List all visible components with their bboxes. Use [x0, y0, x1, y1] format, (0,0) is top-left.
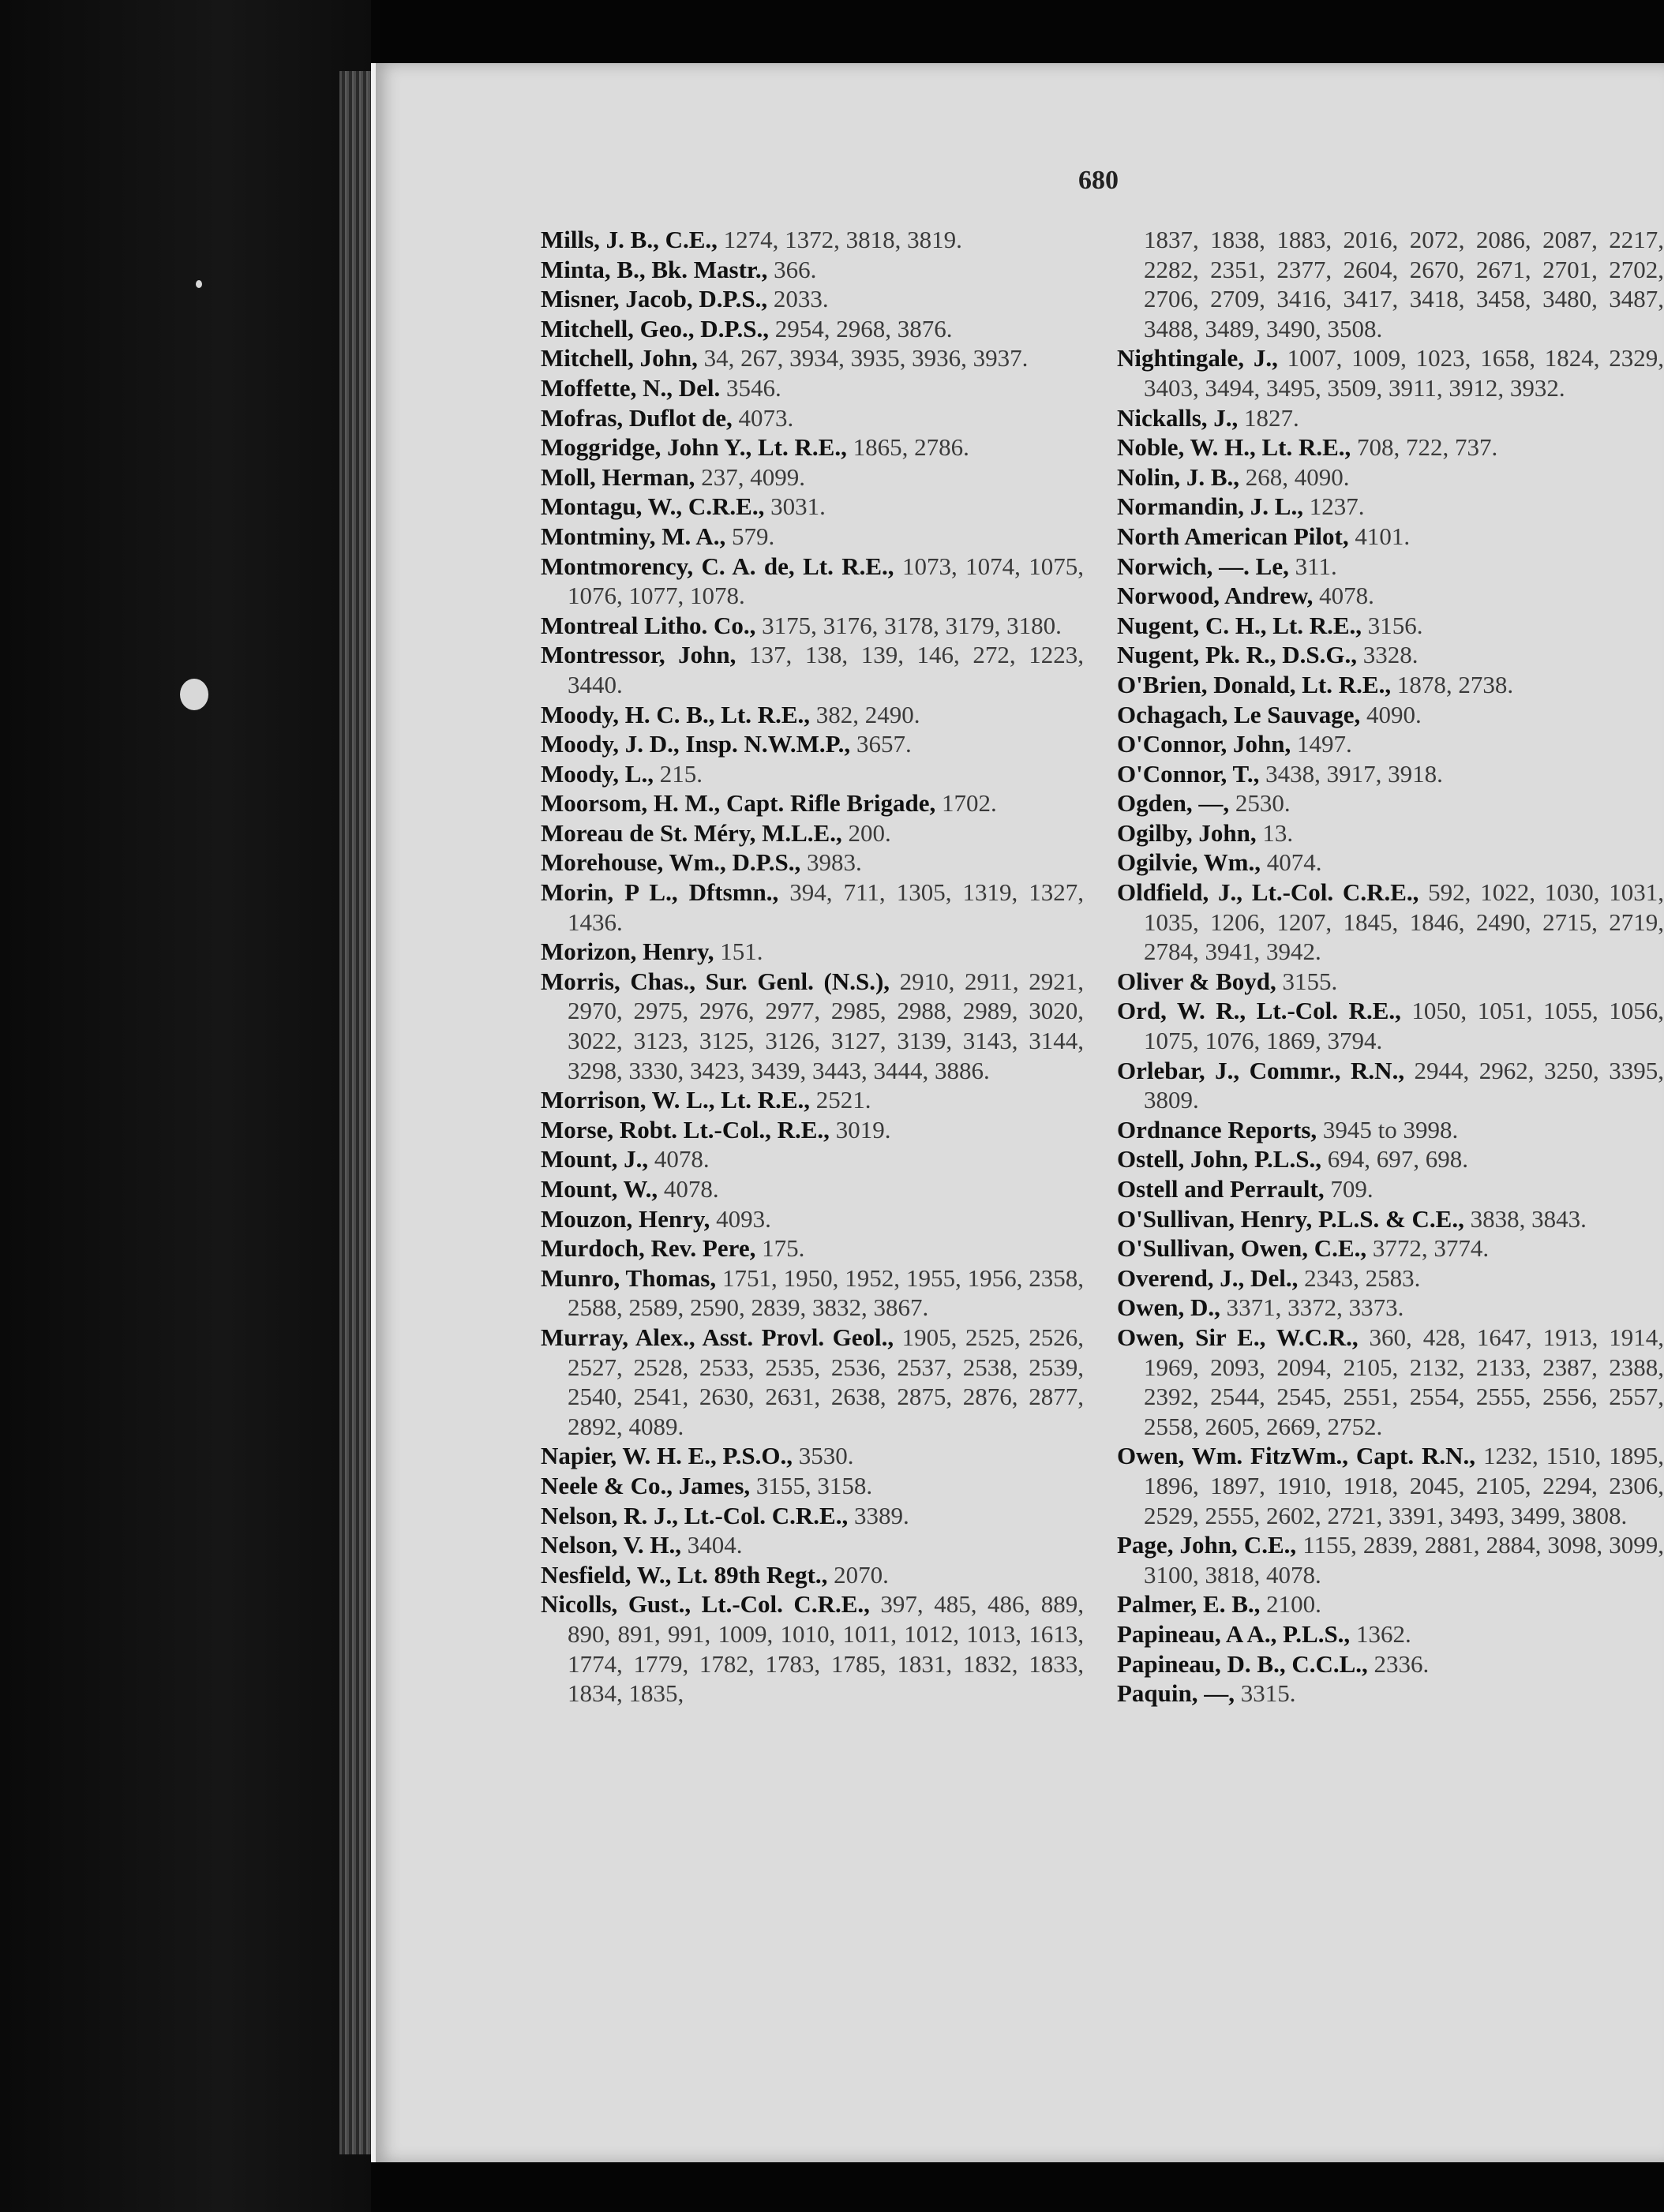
- entry-references: 1878, 2738.: [1391, 670, 1514, 698]
- entry-name: Mitchell, Geo., D.P.S.,: [541, 314, 770, 342]
- entry-name: Moody, J. D., Insp. N.W.M.P.,: [541, 730, 851, 758]
- index-entry: [1117, 640, 1664, 670]
- index-entry: [1117, 848, 1664, 878]
- entry-name: Norwich, —. Le,: [1117, 552, 1289, 580]
- index-entry: [1117, 759, 1664, 789]
- entry-references: 3838, 3843.: [1463, 1204, 1587, 1233]
- entry-name: Papineau, D. B., C.C.L.,: [1117, 1649, 1368, 1678]
- entry-name: Owen, Sir E., W.C.R.,: [1117, 1323, 1359, 1351]
- entry-name: Morrison, W. L., Lt. R.E.,: [541, 1086, 811, 1114]
- entry-references: 34, 267, 3934, 3935, 3936, 3937.: [697, 344, 1029, 372]
- entry-references: 3945 to 3998.: [1317, 1115, 1459, 1143]
- entry-name: O'Connor, T.,: [1117, 759, 1260, 788]
- entry-references: 708, 722, 737.: [1351, 433, 1498, 462]
- index-entry: [541, 522, 1084, 552]
- entry-references: 3438, 3917, 3918.: [1259, 759, 1443, 788]
- entry-name: Montmorency, C. A. de, Lt. R.E.,: [541, 552, 894, 580]
- entry-name: Ogden, —,: [1117, 789, 1230, 818]
- entry-name: Nightingale, J.,: [1117, 344, 1278, 372]
- entry-name: Paquin, —,: [1117, 1679, 1235, 1708]
- index-entry: [1117, 522, 1664, 552]
- index-entry: [541, 1144, 1084, 1174]
- index-entry: [1117, 1233, 1664, 1263]
- entry-references: 397, 485, 486, 889, 890, 891, 991, 1009, 1010, 1011, 1012, 1013, 1613, 1774, 1779, 1782, 1783, 1785, 1831, 1832, 1833, 1834, 1835,: [568, 1590, 1084, 1708]
- index-entry: [1117, 1323, 1664, 1441]
- entry-references: 4093.: [710, 1204, 771, 1233]
- entry-references: 1702.: [935, 789, 997, 818]
- entry-name: Mouzon, Henry,: [541, 1204, 710, 1233]
- index-entry: [541, 611, 1084, 641]
- entry-name: Norwood, Andrew,: [1117, 582, 1314, 610]
- entry-name: Owen, Wm. FitzWm., Capt. R.N.,: [1117, 1442, 1476, 1470]
- index-entry: [541, 552, 1084, 611]
- index-entry: [541, 462, 1084, 492]
- entry-references: 3155, 3158.: [750, 1471, 873, 1499]
- entry-name: Nickalls, J.,: [1117, 403, 1239, 432]
- entry-references: 382, 2490.: [810, 700, 920, 728]
- index-entry: [541, 314, 1084, 344]
- index-entry: [541, 255, 1084, 285]
- entry-name: Murdoch, Rev. Pere,: [541, 1234, 756, 1263]
- index-entry: [541, 848, 1084, 878]
- index-entry: [541, 729, 1084, 759]
- entry-references: 2910, 2911, 2921, 2970, 2975, 2976, 2977, 2985, 2988, 2989, 3020, 3022, 3123, 3125, 3126, 3127, 3139, 3143, 3144, 3298, 3330, 3423, 3439, 3443, 3444, 3886.: [568, 967, 1084, 1084]
- index-entry: [1117, 729, 1664, 759]
- index-entry: [1117, 1263, 1664, 1293]
- entry-name: O'Connor, John,: [1117, 730, 1291, 758]
- entry-references: 3657.: [850, 730, 912, 758]
- index-entry: [1117, 1649, 1664, 1679]
- entry-name: Moorsom, H. M., Capt. Rifle Brigade,: [541, 789, 936, 818]
- index-entry: [541, 492, 1084, 522]
- entry-name: Morizon, Henry,: [541, 938, 714, 966]
- scan-background-left: [0, 0, 371, 2212]
- index-entry: [541, 640, 1084, 699]
- entry-references: 694, 697, 698.: [1321, 1145, 1468, 1173]
- entry-name: Ogilvie, Wm.,: [1117, 848, 1261, 877]
- index-entry: [1117, 403, 1664, 433]
- entry-references: 3315.: [1235, 1679, 1296, 1708]
- entry-references: 1905, 2525, 2526, 2527, 2528, 2533, 2535, 2536, 2537, 2538, 2539, 2540, 2541, 2630, 2631, 2638, 2875, 2876, 2877, 2892, 4089.: [568, 1323, 1085, 1440]
- index-entry: [1117, 552, 1664, 582]
- entry-name: Munro, Thomas,: [541, 1263, 717, 1292]
- entry-name: Mount, J.,: [541, 1145, 649, 1173]
- index-entry: [541, 1560, 1084, 1590]
- entry-references: 137, 138, 139, 146, 272, 1223, 3440.: [568, 641, 1084, 698]
- index-entry: [1117, 1056, 1664, 1115]
- index-entry: [1117, 788, 1664, 818]
- entry-name: Morris, Chas., Sur. Genl. (N.S.),: [541, 967, 890, 995]
- entry-references: 4078.: [658, 1175, 719, 1203]
- entry-references: 3175, 3176, 3178, 3179, 3180.: [755, 611, 1062, 639]
- index-entry: [541, 1085, 1084, 1115]
- entry-name: Murray, Alex., Asst. Provl. Geol.,: [541, 1323, 894, 1351]
- entry-name: Moffette, N., Del.: [541, 373, 721, 402]
- entry-references: 311.: [1288, 552, 1337, 580]
- entry-references: 4073.: [732, 403, 794, 432]
- entry-name: North American Pilot,: [1117, 522, 1349, 550]
- entry-name: Montreal Litho. Co.,: [541, 611, 756, 639]
- index-entry: [1117, 967, 1664, 997]
- index-entry: [1117, 1589, 1664, 1619]
- entry-name: Overend, J., Del.,: [1117, 1263, 1299, 1292]
- entry-name: Ostell and Perrault,: [1117, 1175, 1325, 1203]
- entry-references: 3156.: [1362, 611, 1423, 639]
- entry-references: 592, 1022, 1030, 1031, 1035, 1206, 1207, 1845, 1846, 2490, 2715, 2719, 2784, 3941, 3942.: [1144, 878, 1664, 966]
- index-entry: [1117, 818, 1664, 848]
- entry-references: 3155.: [1276, 967, 1338, 995]
- entry-name: Nelson, R. J., Lt.-Col. C.R.E.,: [541, 1501, 849, 1529]
- index-entry: [1117, 1115, 1664, 1145]
- entry-name: Normandin, J. L.,: [1117, 492, 1303, 521]
- entry-name: Montagu, W., C.R.E.,: [541, 492, 765, 521]
- entry-references: 360, 428, 1647, 1913, 1914, 1969, 2093, 2094, 2105, 2132, 2133, 2387, 2388, 2392, 2544, 2545, 2551, 2554, 2555, 2556, 2557, 2558, 2605, 2669, 2752.: [1144, 1323, 1664, 1440]
- index-entry: [1117, 1530, 1664, 1589]
- index-entry: [1117, 1293, 1664, 1323]
- entry-name: Nolin, J. B.,: [1117, 462, 1240, 491]
- entry-references: 1073, 1074, 1075, 1076, 1077, 1078.: [568, 552, 1085, 610]
- index-entry: [541, 1233, 1084, 1263]
- entry-references: 2100.: [1260, 1590, 1321, 1619]
- index-entry: [541, 1115, 1084, 1145]
- entry-name: O'Sullivan, Owen, C.E.,: [1117, 1234, 1367, 1263]
- entry-references: 2530.: [1229, 789, 1291, 818]
- continued-references: 1837, 1838, 1883, 2016, 2072, 2086, 2087, 2217, 2282, 2351, 2377, 2604, 2670, 2671, 2701, 2702, 2706, 2709, 3416, 3417, 3418, 3458, 3480, 3487, 3488, 3489, 3490, 3508.: [1144, 226, 1664, 342]
- entry-name: Page, John, C.E.,: [1117, 1531, 1297, 1559]
- index-entry: [1117, 996, 1664, 1055]
- index-entry: [1117, 462, 1664, 492]
- index-entry: [541, 284, 1084, 314]
- entry-name: Morin, P L., Dftsmn.,: [541, 878, 779, 907]
- entry-name: O'Brien, Donald, Lt. R.E.,: [1117, 670, 1392, 698]
- entry-references: 2336.: [1367, 1649, 1430, 1678]
- entry-references: 3389.: [848, 1501, 909, 1529]
- entry-references: 1362.: [1350, 1619, 1411, 1648]
- entry-references: 2944, 2962, 3250, 3395, 3809.: [1144, 1056, 1664, 1114]
- index-entry: [541, 373, 1084, 403]
- index-entry: [541, 1323, 1084, 1441]
- entry-references: 394, 711, 1305, 1319, 1327, 1436.: [568, 878, 1084, 936]
- entry-references: 3031.: [764, 492, 826, 521]
- entry-name: Morehouse, Wm., D.P.S.,: [541, 848, 801, 877]
- index-entry: [1117, 492, 1664, 522]
- entry-references: 2033.: [767, 285, 829, 313]
- index-entry: [541, 432, 1084, 462]
- entry-name: Neele & Co., James,: [541, 1471, 751, 1499]
- entry-references: 237, 4099.: [695, 462, 805, 491]
- entry-references: 709.: [1324, 1175, 1374, 1203]
- entry-references: 366.: [767, 255, 817, 283]
- entry-name: Oliver & Boyd,: [1117, 967, 1276, 995]
- entry-references: 1155, 2839, 2881, 2884, 3098, 3099, 3100, 3818, 4078.: [1144, 1531, 1664, 1589]
- entry-name: Moggridge, John Y., Lt. R.E.,: [541, 433, 847, 462]
- entry-references: 2521.: [810, 1086, 871, 1114]
- entry-name: Morse, Robt. Lt.-Col., R.E.,: [541, 1115, 830, 1143]
- entry-references: 3404.: [681, 1531, 743, 1559]
- index-entry: [541, 1263, 1084, 1323]
- entry-name: Montressor, John,: [541, 641, 736, 669]
- index-entry: [541, 1204, 1084, 1234]
- index-entry: [1117, 1619, 1664, 1649]
- entry-references: 151.: [714, 938, 763, 966]
- page-number: 680: [1078, 166, 1119, 195]
- entry-references: 3530.: [793, 1442, 854, 1470]
- index-entry: [541, 1530, 1084, 1560]
- entry-name: Moody, H. C. B., Lt. R.E.,: [541, 700, 811, 728]
- index-entry: [541, 759, 1084, 789]
- entry-references: 175.: [755, 1234, 805, 1263]
- entry-references: 1497.: [1291, 730, 1352, 758]
- entry-references: 3546.: [720, 373, 781, 402]
- entry-references: 579.: [725, 522, 775, 550]
- entry-references: 1751, 1950, 1952, 1955, 1956, 2358, 2588, 2589, 2590, 2839, 3832, 3867.: [568, 1263, 1085, 1322]
- entry-references: 1237.: [1302, 492, 1365, 521]
- entry-references: 1050, 1051, 1055, 1056, 1075, 1076, 1869, 3794.: [1144, 997, 1664, 1055]
- entry-references: 3983.: [800, 848, 862, 877]
- index-entry: [541, 1501, 1084, 1531]
- index-entry: [1117, 1441, 1664, 1530]
- scan-blemish: [180, 679, 208, 710]
- entry-name: Oldfield, J., Lt.-Col. C.R.E.,: [1117, 878, 1419, 907]
- entry-name: Mount, W.,: [541, 1175, 658, 1203]
- entry-name: Misner, Jacob, D.P.S.,: [541, 285, 768, 313]
- index-entry: [1117, 432, 1664, 462]
- entry-references: 1007, 1009, 1023, 1658, 1824, 2329, 3403, 3494, 3495, 3509, 3911, 3912, 3932.: [1144, 344, 1664, 402]
- index-entry: [541, 878, 1084, 937]
- entry-name: Mofras, Duflot de,: [541, 403, 733, 432]
- entry-references: 3328.: [1357, 641, 1419, 669]
- index-entry: [541, 343, 1084, 373]
- entry-references: 2954, 2968, 3876.: [769, 314, 953, 342]
- entry-name: Moody, L.,: [541, 759, 654, 788]
- index-entry: [1117, 1679, 1664, 1709]
- entry-name: Nicolls, Gust., Lt.-Col. C.R.E.,: [541, 1590, 870, 1619]
- entry-name: O'Sullivan, Henry, P.L.S. & C.E.,: [1117, 1204, 1464, 1233]
- index-entry: [541, 967, 1084, 1085]
- index-entry: [1117, 611, 1664, 641]
- entry-references: 200.: [841, 818, 891, 847]
- entry-references: 4101.: [1348, 522, 1411, 550]
- entry-name: Ordnance Reports,: [1117, 1115, 1317, 1143]
- index-entry: [1117, 343, 1664, 402]
- entry-name: Palmer, E. B.,: [1117, 1590, 1261, 1619]
- entry-references: 2070.: [827, 1560, 889, 1589]
- index-entry: [1117, 1174, 1664, 1204]
- entry-name: Moreau de St. Méry, M.L.E.,: [541, 818, 842, 847]
- entry-name: Napier, W. H. E., P.S.O.,: [541, 1442, 793, 1470]
- index-entry: [541, 937, 1084, 967]
- entry-references: 3772, 3774.: [1366, 1234, 1490, 1263]
- index-entry: [541, 700, 1084, 730]
- entry-name: Mills, J. B., C.E.,: [541, 226, 718, 253]
- index-entry: [1117, 878, 1664, 967]
- index-entry: [541, 1441, 1084, 1471]
- entry-name: Minta, B., Bk. Mastr.,: [541, 255, 768, 283]
- index-entry: [541, 1471, 1084, 1501]
- entry-references: 268, 4090.: [1239, 462, 1350, 491]
- entry-name: Moll, Herman,: [541, 462, 695, 491]
- entry-name: Nugent, C. H., Lt. R.E.,: [1117, 611, 1362, 639]
- entry-references: 4078.: [648, 1145, 710, 1173]
- index-entry: [541, 788, 1084, 818]
- index-entry: [1117, 670, 1664, 700]
- entry-name: Orlebar, J., Commr., R.N.,: [1117, 1056, 1405, 1084]
- entry-name: Nugent, Pk. R., D.S.G.,: [1117, 641, 1358, 669]
- entry-name: Mitchell, John,: [541, 344, 698, 372]
- entry-references: 1865, 2786.: [846, 433, 969, 462]
- entry-references: 3371, 3372, 3373.: [1220, 1293, 1404, 1322]
- index-entry: [1117, 581, 1664, 611]
- entry-references: 3019.: [829, 1115, 891, 1143]
- entry-references: 1274, 1372, 3818, 3819.: [717, 226, 962, 253]
- entry-references: 2343, 2583.: [1298, 1263, 1421, 1292]
- index-entry: [541, 403, 1084, 433]
- index-entry: [541, 818, 1084, 848]
- entry-name: Montminy, M. A.,: [541, 522, 726, 550]
- entry-name: Nesfield, W., Lt. 89th Regt.,: [541, 1560, 828, 1589]
- entry-references: 4090.: [1360, 700, 1422, 728]
- entry-references: 1232, 1510, 1895, 1896, 1897, 1910, 1918, 2045, 2105, 2294, 2306, 2529, 2555, 2602, 2721, 3391, 3493, 3499, 3808.: [1144, 1442, 1664, 1529]
- index-entry: [541, 1589, 1084, 1708]
- entry-references: 13.: [1256, 818, 1294, 847]
- index-entry: [541, 1174, 1084, 1204]
- index-entry: [541, 225, 1084, 255]
- entry-name: Ord, W. R., Lt.-Col. R.E.,: [1117, 997, 1401, 1025]
- index-column-right: [1117, 225, 1664, 1709]
- entry-name: Ogilby, John,: [1117, 818, 1257, 847]
- entry-name: Ochagach, Le Sauvage,: [1117, 700, 1361, 728]
- entry-name: Owen, D.,: [1117, 1293, 1220, 1322]
- index-entry: [1117, 700, 1664, 730]
- entry-name: Ostell, John, P.L.S.,: [1117, 1145, 1321, 1173]
- entry-name: Papineau, A A., P.L.S.,: [1117, 1619, 1351, 1648]
- entry-references: 215.: [653, 759, 703, 788]
- scan-blemish-small: [196, 280, 202, 288]
- entry-name: Nelson, V. H.,: [541, 1531, 682, 1559]
- index-column-left: [541, 225, 1084, 1709]
- entry-references: 4078.: [1313, 582, 1374, 610]
- index-entry: [1117, 1204, 1664, 1234]
- index-entry: [1117, 1144, 1664, 1174]
- entry-references: 4074.: [1260, 848, 1322, 877]
- book-binding-edge: [339, 71, 371, 2154]
- entry-name: Noble, W. H., Lt. R.E.,: [1117, 433, 1351, 462]
- entry-references: 1827.: [1238, 403, 1299, 432]
